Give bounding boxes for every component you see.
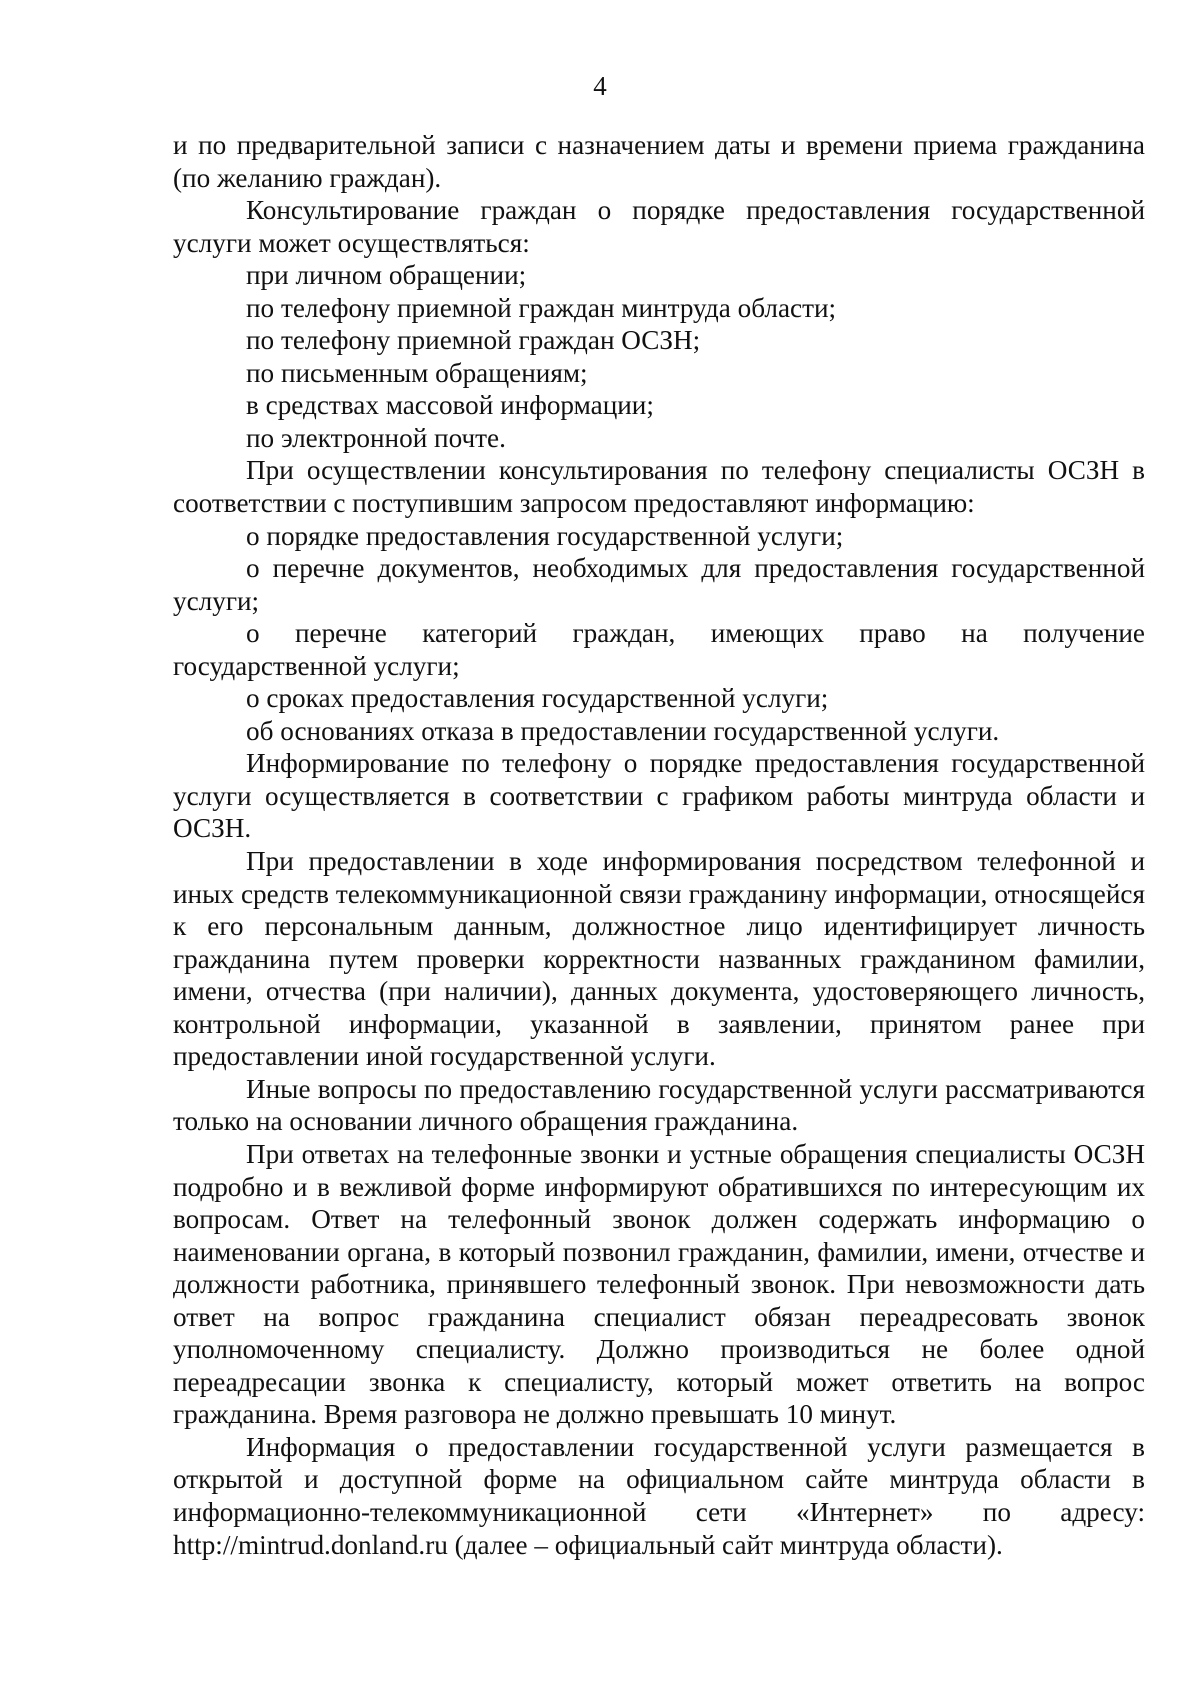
paragraph: по телефону приемной граждан ОСЗН; [246,325,701,356]
paragraph: об основаниях отказа в предоставлении государственной услуги. [246,715,1000,746]
paragraph: Информирование по телефону о порядке предоставления государственной услуги осуществляется в соответствии с графиком работы минтруда области и ОСЗН. [173,748,1145,844]
paragraph: При осуществлении консультирования по телефону специалисты ОСЗН в соответствии с поступившим запросом предоставляют информацию: [173,455,1145,519]
page-number: 4 [593,71,607,101]
paragraph: о перечне документов, необходимых для предоставления государственной услуги; [173,553,1145,616]
paragraph: При предоставлении в ходе информирования посредством телефонной и иных средств телекоммуникационной связи гражданину информации, относящейся к его персональным данным, должностное лицо идентифицирует личность гражданина путем проверки корректности названных гражданином фамилии, имени, отчества (при наличии), данных документа, удостоверяющего личность, контрольной информации, указанной в заявлении, принятом ранее при предоставлении иной государственной услуги. [173,846,1145,1072]
document-body [173,129,1145,1561]
paragraph: по электронной почте. [246,422,506,453]
paragraph: о перечне категорий граждан, имеющих право на получение государственной услуги; [173,618,1145,681]
paragraph: о сроках предоставления государственной услуги; [246,683,829,714]
paragraph: Информация о предоставлении государственной услуги размещается в открытой и доступной форме на официальном сайте минтруда области в информационно-телекоммуникационной сети «Интернет» по адресу: http://mintrud.donland.ru (далее – официальный сайт минтруда области). [173,1431,1145,1560]
paragraph: по письменным обращениям; [246,357,588,388]
paragraph: в средствах массовой информации; [246,390,654,421]
paragraph: при личном обращении; [246,260,527,291]
paragraph: При ответах на телефонные звонки и устные обращения специалисты ОСЗН подробно и в вежливой форме информируют обратившихся по интересующим их вопросам. Ответ на телефонный звонок должен содержать информацию о наименовании органа, в который позвонил гражданин, фамилии, имени, отчестве и должности работника, принявшего телефонный звонок. При невозможности дать ответ на вопрос гражданина специалист обязан переадресовать звонок уполномоченному специалисту. Должно производиться не более одной переадресации звонка к специалисту, который может ответить на вопрос гражданина. Время разговора не должно превышать 10 минут. [173,1138,1145,1430]
paragraph: Иные вопросы по предоставлению государственной услуги рассматриваются только на основании личного обращения гражданина. [173,1073,1145,1137]
paragraph: по телефону приемной граждан минтруда области; [246,292,837,323]
paragraph: о порядке предоставления государственной услуги; [246,520,844,551]
paragraph: Консультирование граждан о порядке предоставления государственной услуги может осуществляться: [173,195,1145,258]
paragraph: и по предварительной записи с назначением даты и времени приема гражданина (по желанию граждан). [173,130,1145,193]
